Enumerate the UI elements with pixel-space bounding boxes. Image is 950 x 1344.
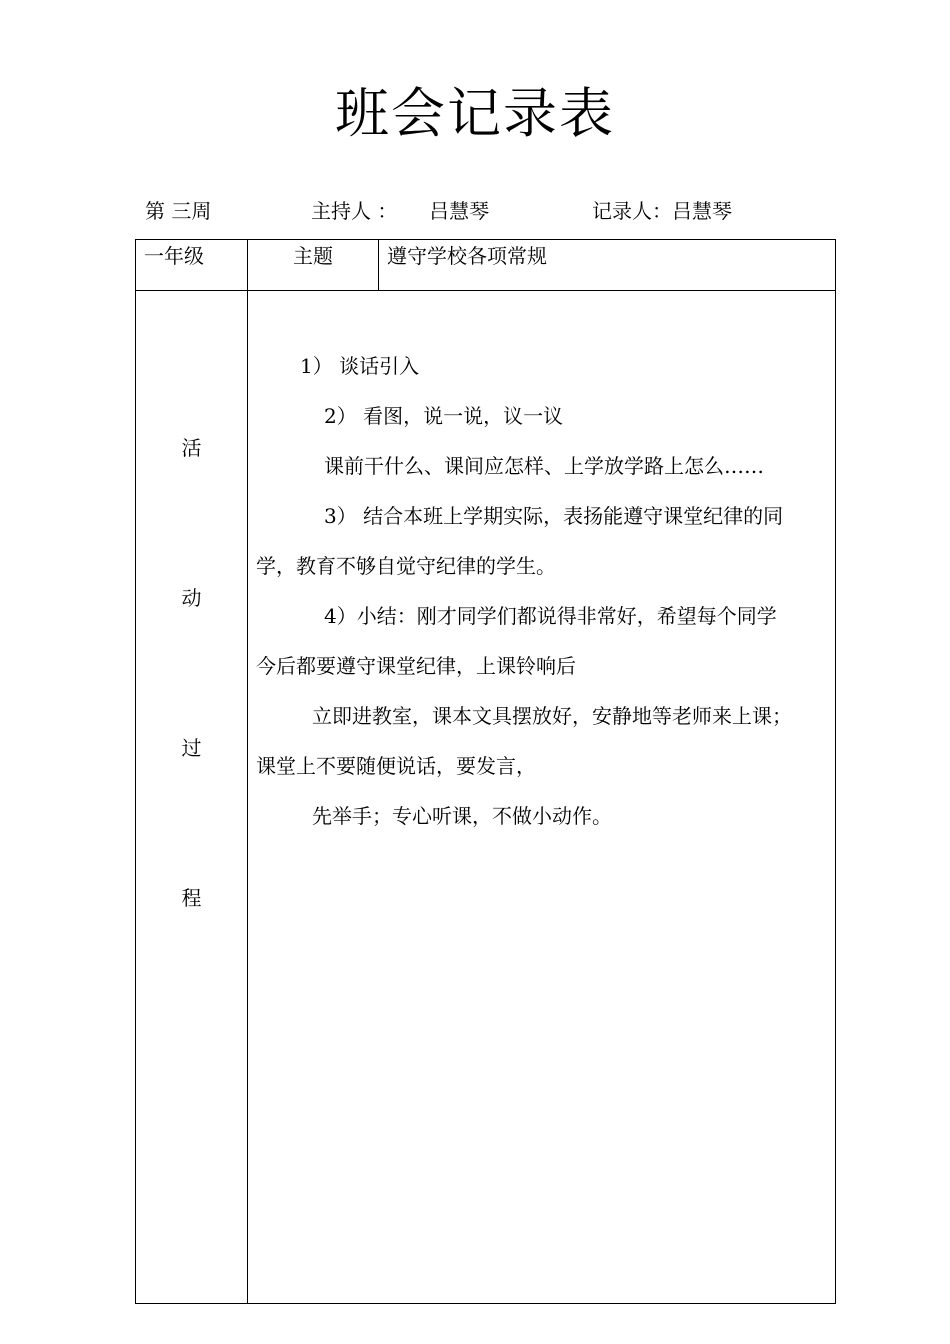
activity-process-label	[136, 291, 248, 1304]
topic-label-cell: 主题	[248, 240, 379, 291]
host-label: 主持人 ： 吕慧琴	[311, 199, 490, 223]
record-table	[135, 239, 836, 1304]
activity-content	[248, 291, 836, 1304]
content-line: 今后都要遵守课堂纪律，上课铃响后	[256, 654, 576, 678]
content-line: 2） 看图，说一说，议一议	[324, 404, 564, 428]
recorder-label: 记录人：吕慧琴	[592, 199, 732, 223]
content-line: 课堂上不要随便说话，要发言，	[256, 754, 536, 778]
content-line: 1） 谈话引入	[300, 354, 420, 378]
content-line: 课前干什么、课间应怎样、上学放学路上怎么……	[324, 454, 764, 478]
side-char: 活	[181, 436, 202, 460]
side-char: 动	[181, 586, 202, 610]
week-label: 第 三周	[145, 199, 212, 223]
side-char: 程	[181, 886, 202, 910]
content-line: 4）小结：刚才同学们都说得非常好，希望每个同学	[324, 604, 777, 628]
content-line: 先举手；专心听课，不做小动作。	[312, 804, 612, 828]
topic-value-cell: 遵守学校各项常规	[379, 240, 836, 291]
content-line: 学，教育不够自觉守纪律的学生。	[256, 554, 556, 578]
table-body-row	[136, 291, 836, 1304]
page-title: 班会记录表	[335, 82, 615, 145]
grade-cell: 一年级	[136, 240, 248, 291]
table-header-row	[136, 240, 836, 291]
content-line: 3） 结合本班上学期实际，表扬能遵守课堂纪律的同	[324, 504, 784, 528]
side-char: 过	[181, 736, 202, 760]
content-line: 立即进教室，课本文具摆放好，安静地等老师来上课；	[312, 704, 792, 728]
